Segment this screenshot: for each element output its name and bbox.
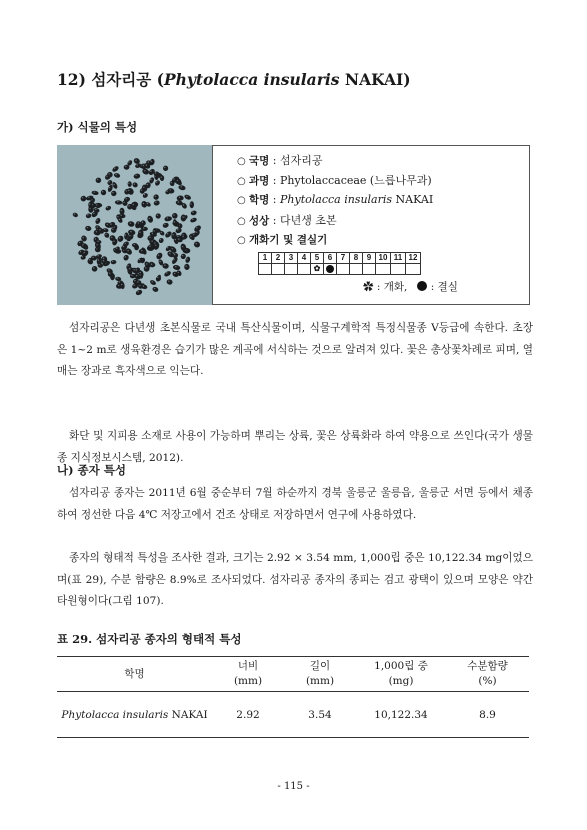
seed-mark	[85, 225, 92, 231]
seed-highlight	[182, 246, 183, 247]
seed-mark	[105, 205, 112, 211]
cell-width: 2.92	[236, 708, 260, 721]
phenology-cell	[298, 264, 311, 275]
seed-highlight	[82, 244, 83, 245]
filled-circle-icon	[326, 265, 334, 273]
seed-highlight	[139, 259, 140, 260]
seed-highlight	[108, 173, 109, 174]
seed-mark	[106, 179, 113, 186]
plant-paragraph-2: 화단 및 지피용 소재로 사용이 가능하며 뿌리는 상륙, 꽃은 상륙화라 하여 약용으로 쓰인다(국가 생물종 지식정보시스템, 2012).	[57, 430, 533, 464]
seed-highlight	[89, 203, 90, 204]
seed-highlight	[157, 215, 158, 216]
seed-highlight	[97, 179, 98, 180]
seed-mark	[111, 190, 117, 196]
seed-highlight	[131, 275, 132, 276]
seed-highlight	[79, 242, 80, 243]
seed-highlight	[149, 246, 150, 247]
seed-highlight	[143, 203, 144, 204]
phenology-cell	[391, 264, 406, 275]
seed-highlight	[116, 174, 117, 175]
seed-highlight	[134, 244, 135, 245]
seed-mark	[123, 254, 130, 261]
seed-highlight	[143, 227, 144, 228]
seed-highlight	[121, 284, 122, 285]
seed-highlight	[173, 214, 174, 215]
cell-length: 3.54	[308, 708, 332, 721]
info-row-habit: ○ 성상 : 다년생 초본	[237, 214, 337, 227]
seed-highlight	[164, 265, 165, 266]
seed-highlight	[112, 261, 113, 262]
phenology-cell	[285, 264, 298, 275]
seed-highlight	[145, 267, 146, 268]
seed-mark	[163, 165, 169, 171]
seed-highlight	[128, 183, 129, 184]
seed-highlight	[175, 239, 176, 240]
seed-mark	[128, 181, 132, 187]
seed-highlight	[192, 219, 193, 220]
seed-highlight	[119, 281, 120, 282]
seed-highlight	[119, 219, 120, 220]
seed-highlight	[155, 245, 156, 246]
seed-highlight	[97, 226, 98, 227]
month-cell: 3	[285, 253, 298, 264]
seed-highlight	[167, 233, 168, 234]
seed-mark	[119, 208, 124, 215]
seed-mark	[141, 168, 150, 176]
seed-highlight	[103, 258, 104, 259]
seed-highlight	[175, 266, 176, 267]
seed-highlight	[97, 255, 98, 256]
seed-highlight	[103, 260, 104, 261]
seed-mark	[193, 240, 201, 248]
seed-highlight	[136, 275, 137, 276]
seed-highlight	[157, 277, 158, 278]
seed-highlight	[174, 273, 175, 274]
seed-mark	[162, 222, 169, 228]
seed-highlight	[173, 178, 174, 179]
seed-highlight	[147, 184, 148, 185]
header-scientific-name: 학명	[124, 667, 145, 680]
seed-highlight	[95, 209, 96, 210]
seed-highlight	[133, 204, 134, 205]
seed-mark	[190, 217, 198, 223]
seed-highlight	[80, 251, 81, 252]
seed-paragraph-1: 섬자리공 종자는 2011년 6월 중순부터 7월 하순까지 경북 울릉군 울릉읍, 울릉군 서면 등에서 채종하여 정선한 다음 4℃ 저장고에서 건조 상태로 저장하면서 연구에 사용하였다.	[57, 487, 533, 521]
seed-highlight	[88, 197, 89, 198]
seed-highlight	[178, 272, 179, 273]
seed-mark	[149, 279, 157, 286]
seed-highlight	[119, 237, 120, 238]
info-row-family: ○ 과명 : Phytolaccaceae (느릅나무과)	[237, 174, 432, 187]
seed-highlight	[153, 230, 154, 231]
seed-mark	[155, 252, 163, 261]
seed-highlight	[96, 244, 97, 245]
seed-highlight	[196, 232, 197, 233]
seed-mark	[72, 212, 79, 218]
seed-highlight	[126, 190, 127, 191]
seed-highlight	[83, 237, 84, 238]
seed-highlight	[112, 192, 113, 193]
phenology-cell	[363, 264, 376, 275]
seed-mark	[180, 253, 187, 260]
seed-highlight	[183, 217, 184, 218]
seed-highlight	[179, 197, 180, 198]
seed-highlight	[166, 191, 167, 192]
seed-highlight	[152, 281, 153, 282]
seed-highlight	[144, 194, 145, 195]
seed-highlight	[142, 222, 143, 223]
seed-highlight	[114, 168, 115, 169]
seed-highlight	[137, 281, 138, 282]
table-row	[57, 692, 529, 738]
month-cell: 11	[391, 253, 406, 264]
seed-photo	[57, 145, 212, 305]
seed-mark	[113, 172, 120, 178]
phenology-mark-row	[259, 264, 421, 275]
info-row-scientific-name: ○ 학명 : Phytolacca insularis NAKAI	[237, 193, 434, 206]
seed-mark	[184, 194, 192, 201]
seed-highlight	[159, 261, 160, 262]
circle-bullet-icon: ○	[237, 176, 246, 187]
phenology-cell	[311, 264, 324, 275]
seed-highlight	[146, 263, 147, 264]
seed-mark	[115, 200, 123, 205]
seed-mark	[155, 212, 162, 219]
flower-icon: ✿	[363, 281, 374, 293]
seed-highlight	[109, 187, 110, 188]
seed-highlight	[96, 231, 97, 232]
seed-mark	[166, 279, 173, 286]
seed-highlight	[172, 234, 173, 235]
seed-highlight	[151, 161, 152, 162]
seed-highlight	[108, 269, 109, 270]
seed-mark	[127, 221, 135, 228]
seed-mark	[85, 213, 92, 219]
seed-highlight	[84, 252, 85, 253]
seed-highlight	[129, 235, 130, 236]
seed-highlight	[113, 241, 114, 242]
seed-highlight	[164, 167, 165, 168]
seed-highlight	[129, 268, 130, 269]
seed-highlight	[148, 161, 149, 162]
scientific-name: Phytolacca insularis	[163, 70, 340, 89]
seed-highlight	[109, 273, 110, 274]
seed-highlight	[123, 202, 124, 203]
seed-highlight	[186, 258, 187, 259]
header-1000-seed-weight: 1,000립 중 (mg)	[374, 660, 428, 687]
seed-mark	[95, 177, 101, 183]
seed-highlight	[134, 280, 135, 281]
seed-highlight	[92, 257, 93, 258]
seed-mark	[184, 263, 190, 270]
seed-mark	[131, 181, 138, 188]
seed-mark	[172, 213, 178, 219]
seed-highlight	[111, 237, 112, 238]
seed-highlight	[192, 211, 193, 212]
flower-icon: ✿	[313, 264, 321, 273]
month-cell: 1	[259, 253, 272, 264]
seed-highlight	[137, 164, 138, 165]
seed-mark	[95, 217, 102, 225]
seed-mark	[172, 264, 180, 270]
seed-highlight	[155, 202, 156, 203]
seed-highlight	[167, 247, 168, 248]
header-length: 길이 (mm)	[305, 660, 335, 687]
month-cell: 2	[272, 253, 285, 264]
seed-highlight	[168, 281, 169, 282]
seed-highlight	[181, 186, 182, 187]
seed-highlight	[121, 210, 122, 211]
seed-highlight	[147, 203, 148, 204]
seed-highlight	[134, 285, 135, 286]
seed-highlight	[128, 161, 129, 162]
phenology-cell	[350, 264, 363, 275]
seed-highlight	[127, 250, 128, 251]
seed-highlight	[155, 172, 156, 173]
seed-highlight	[178, 239, 179, 240]
seed-highlight	[139, 232, 140, 233]
seed-highlight	[93, 267, 94, 268]
seed-highlight	[178, 201, 179, 202]
seed-highlight	[134, 183, 135, 184]
phenology-calendar	[258, 252, 421, 275]
month-cell: 8	[350, 253, 363, 264]
seed-highlight	[94, 191, 95, 192]
seed-highlight	[141, 250, 142, 251]
seed-highlight	[97, 241, 98, 242]
seed-highlight	[196, 243, 197, 244]
seed-mark	[116, 235, 124, 243]
seed-highlight	[141, 190, 142, 191]
info-row-korean-name: ○ 국명 : 섬자리공	[237, 154, 323, 167]
plant-paragraph-1: 섬자리공은 다년생 초본식물로 국내 특산식물이며, 식물구계학적 특정식물종 V등급에 속한다. 초장은 1~2 m로 생육환경은 습기가 많은 계곡에 서식하는 것으로 알려져 있다. 꽃은 총상꽃차례로 피며, 열매는 장과로 흑자색으로 익는다.	[57, 322, 533, 378]
phenology-cell	[272, 264, 285, 275]
month-cell: 9	[363, 253, 376, 264]
seed-highlight	[138, 222, 139, 223]
seed-highlight	[87, 214, 88, 215]
month-header-row	[259, 253, 421, 264]
seed-highlight	[128, 205, 129, 206]
seed-highlight	[108, 181, 109, 182]
month-cell: 5	[311, 253, 324, 264]
seed-highlight	[150, 179, 151, 180]
circle-bullet-icon: ○	[237, 235, 246, 246]
seed-highlight	[127, 265, 128, 266]
seed-highlight	[107, 224, 108, 225]
seed-highlight	[150, 171, 151, 172]
seed-mark	[91, 190, 99, 195]
seed-mark	[146, 215, 154, 223]
table-header-row	[57, 657, 529, 692]
seed-mark	[111, 165, 119, 173]
seed-highlight	[143, 187, 144, 188]
phenology-cell	[406, 264, 421, 275]
cell-scientific-name: Phytolacca insularis NAKAI	[61, 708, 208, 721]
seed-highlight	[110, 223, 111, 224]
seed-highlight	[174, 254, 175, 255]
seed-highlight	[151, 240, 152, 241]
cell-moisture: 8.9	[479, 708, 496, 721]
circle-bullet-icon: ○	[237, 195, 246, 206]
month-cell: 6	[324, 253, 337, 264]
seed-highlight	[182, 255, 183, 256]
seed-mark	[154, 179, 161, 186]
seed-highlight	[186, 196, 187, 197]
plant-info-box	[212, 145, 530, 305]
seed-mark	[141, 227, 148, 231]
seed-highlight	[123, 246, 124, 247]
seed-highlight	[161, 177, 162, 178]
seed-mark	[190, 201, 195, 208]
seed-highlight	[149, 237, 150, 238]
seed-highlight	[125, 243, 126, 244]
seed-highlight	[171, 182, 172, 183]
seed-mark	[80, 196, 86, 202]
seed-morphology-table	[57, 656, 529, 738]
seed-mark	[190, 210, 197, 216]
seed-highlight	[155, 196, 156, 197]
month-cell: 7	[337, 253, 350, 264]
seed-highlight	[144, 170, 145, 171]
seed-mark	[153, 194, 160, 201]
seed-highlight	[135, 160, 136, 161]
seed-highlight	[99, 229, 100, 230]
seed-paragraph-2: 종자의 형태적 특성을 조사한 결과, 크기는 2.92 × 3.54 mm, 1,000립 중은 10,122.34 mg이었으며(표 29), 수분 함량은 8.9%로 조사되었다. 섬자리공 종자의 종피는 검고 광택이 있으며 모양은 약간 타원형이다(그림 107).	[57, 552, 533, 608]
seed-highlight	[96, 204, 97, 205]
seed-mark	[103, 232, 110, 239]
seed-highlight	[98, 259, 99, 260]
seed-highlight	[82, 197, 83, 198]
seed-highlight	[166, 272, 167, 273]
page-number: - 115 -	[277, 781, 310, 792]
seed-characteristics-title: 나) 종자 특성	[57, 463, 126, 477]
seed-highlight	[149, 218, 150, 219]
header-moisture: 수분함량 (%)	[467, 660, 508, 687]
seed-highlight	[89, 259, 90, 260]
seed-highlight	[113, 184, 114, 185]
seed-highlight	[146, 164, 147, 165]
seed-highlight	[177, 229, 178, 230]
seed-highlight	[164, 224, 165, 225]
cell-weight: 10,122.34	[374, 708, 428, 721]
seed-mark	[152, 286, 159, 293]
seed-mark	[135, 289, 143, 296]
seed-highlight	[160, 239, 161, 240]
table-title: 표 29. 섬자리공 종자의 형태적 특성	[57, 632, 242, 646]
phenology-cell	[324, 264, 337, 275]
month-cell: 4	[298, 253, 311, 264]
seed-highlight	[93, 213, 94, 214]
seed-highlight	[193, 234, 194, 235]
info-row-phenology: ○ 개화기 및 결실기	[237, 234, 328, 246]
plant-characteristics-title: 가) 식물의 특성	[57, 120, 138, 134]
seed-highlight	[125, 166, 126, 167]
phenology-cell	[337, 264, 350, 275]
seed-mark	[110, 260, 116, 265]
seed-highlight	[185, 265, 186, 266]
seed-highlight	[183, 204, 184, 205]
seed-highlight	[117, 201, 118, 202]
seed-highlight	[136, 269, 137, 270]
seed-mark	[177, 195, 184, 201]
seed-mark	[178, 184, 186, 190]
seed-mark	[158, 237, 165, 244]
seed-highlight	[190, 203, 191, 204]
circle-bullet-icon: ○	[237, 216, 246, 227]
seed-highlight	[161, 232, 162, 233]
seed-highlight	[183, 236, 184, 237]
seed-highlight	[169, 253, 170, 254]
seed-highlight	[154, 288, 155, 289]
seed-highlight	[128, 190, 129, 191]
seed-highlight	[151, 264, 152, 265]
phenology-legend: ✿ : 개화, : 결실	[363, 281, 458, 293]
seed-highlight	[116, 247, 117, 248]
seed-highlight	[112, 229, 113, 230]
seed-highlight	[125, 234, 126, 235]
seed-highlight	[143, 165, 144, 166]
seed-highlight	[130, 231, 131, 232]
seed-highlight	[156, 182, 157, 183]
seed-highlight	[104, 229, 105, 230]
seed-mark	[101, 190, 107, 196]
seed-highlight	[96, 220, 97, 221]
seed-highlight	[130, 223, 131, 224]
header-width: 너비 (mm)	[233, 660, 263, 687]
seed-highlight	[143, 285, 144, 286]
seed-highlight	[174, 221, 175, 222]
seed-mark	[133, 173, 140, 179]
filled-circle-icon	[417, 281, 427, 291]
seed-highlight	[107, 207, 108, 208]
seed-highlight	[177, 236, 178, 237]
seed-highlight	[126, 198, 127, 199]
month-cell: 10	[376, 253, 391, 264]
seed-highlight	[172, 248, 173, 249]
seed-highlight	[87, 227, 88, 228]
seed-highlight	[125, 256, 126, 257]
seed-mark	[175, 227, 182, 234]
seed-highlight	[117, 277, 118, 278]
seed-mark	[153, 200, 160, 207]
seed-highlight	[105, 234, 106, 235]
seed-highlight	[95, 238, 96, 239]
phenology-cell	[376, 264, 391, 275]
seed-highlight	[173, 259, 174, 260]
seed-image	[57, 145, 212, 305]
month-cell: 12	[406, 253, 421, 264]
seed-mark	[163, 270, 171, 277]
seed-mark	[164, 216, 172, 222]
phenology-cell	[259, 264, 272, 275]
seed-highlight	[196, 227, 197, 228]
circle-bullet-icon: ○	[237, 156, 246, 167]
seed-mark	[164, 230, 173, 238]
seed-highlight	[158, 255, 159, 256]
seed-highlight	[138, 291, 139, 292]
seed-mark	[91, 265, 99, 273]
seed-highlight	[74, 213, 75, 214]
seed-highlight	[135, 175, 136, 176]
seed-highlight	[167, 217, 168, 218]
section-title: 12) 섬자리공 (Phytolacca insularis NAKAI)	[57, 70, 411, 89]
seed-highlight	[102, 191, 103, 192]
